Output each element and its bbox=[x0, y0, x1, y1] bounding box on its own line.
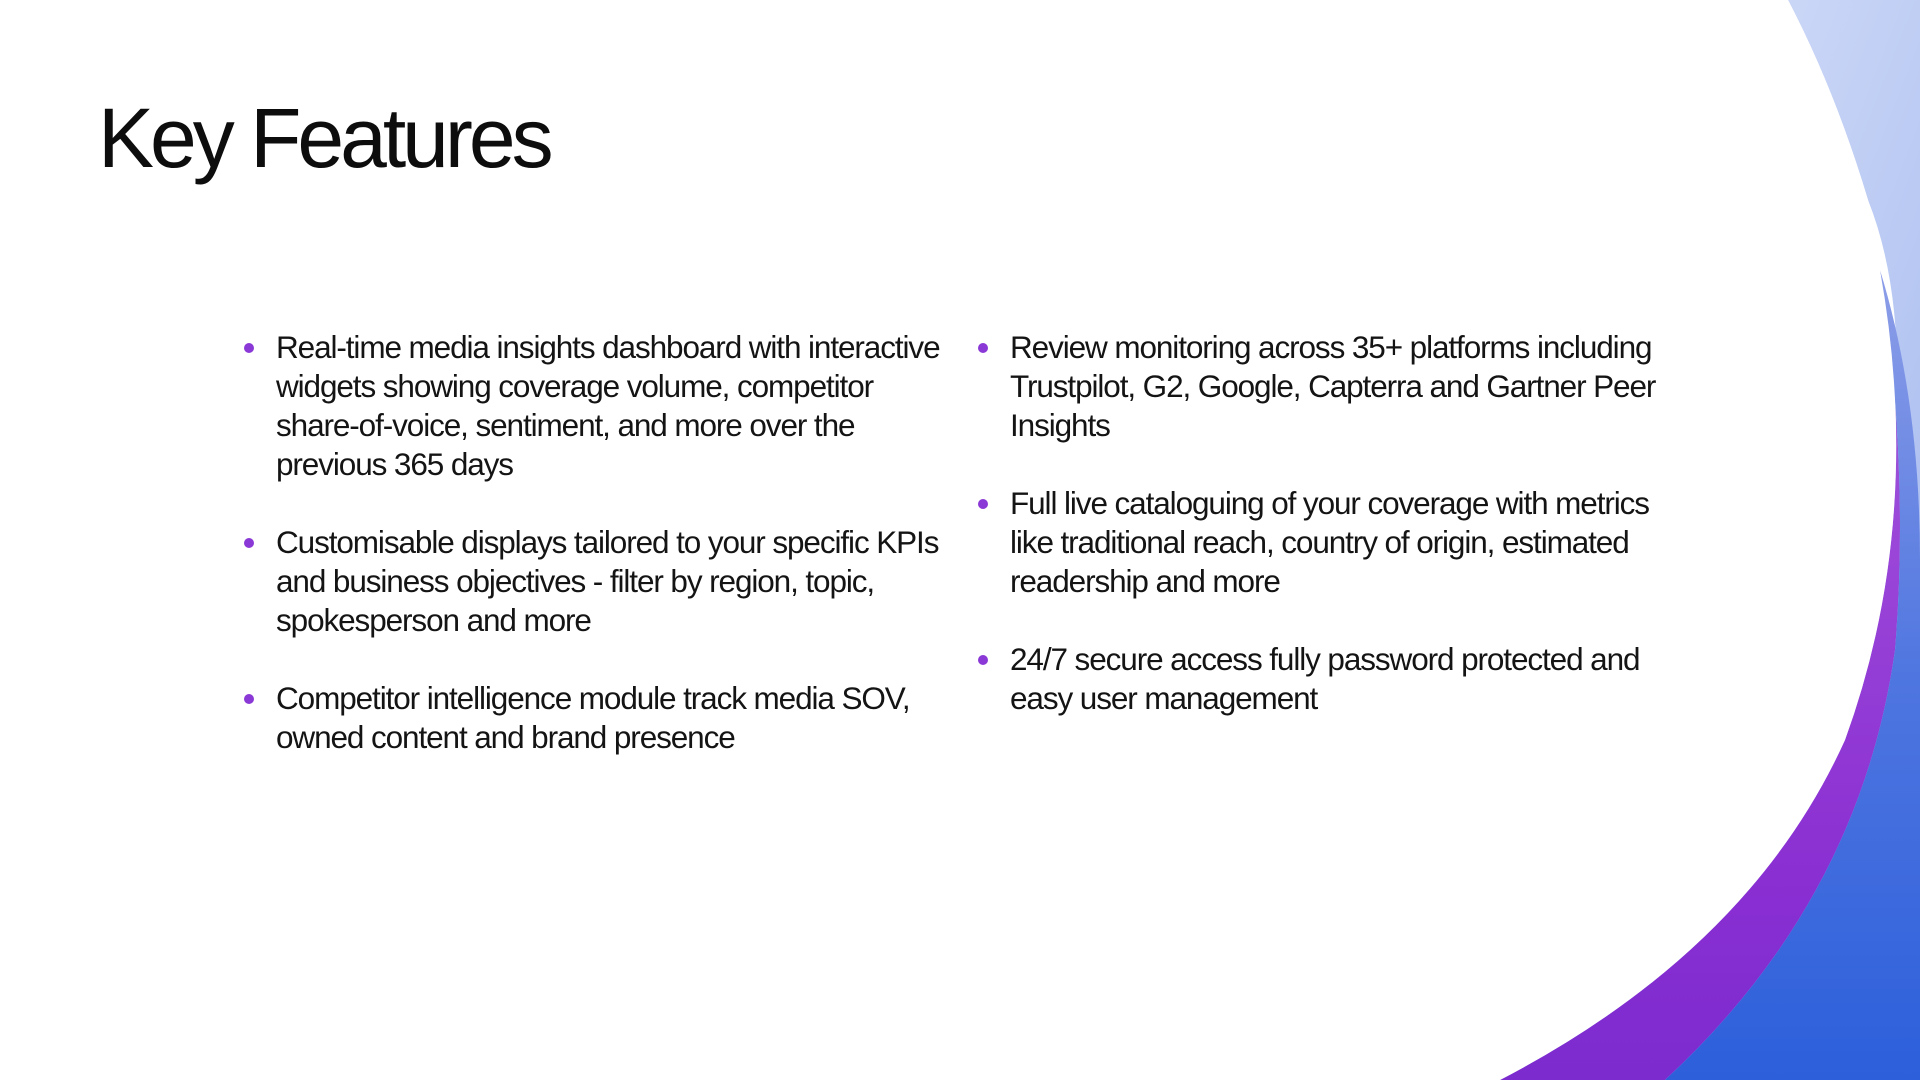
list-item bbox=[240, 679, 940, 757]
list-item-text: Competitor intelligence module track media SOV, owned content and brand presence bbox=[276, 680, 910, 755]
bullet-icon bbox=[244, 343, 254, 353]
bullet-icon bbox=[244, 538, 254, 548]
list-item-text: Full live cataloguing of your coverage with metrics like traditional reach, country of origin, estimated readership and more bbox=[1010, 485, 1649, 599]
bullet-icon bbox=[978, 499, 988, 509]
list-item-text: Customisable displays tailored to your specific KPIs and business objectives - filter by region, topic, spokesperson and more bbox=[276, 524, 939, 638]
list-item bbox=[240, 523, 940, 640]
list-item bbox=[974, 640, 1694, 718]
bullet-icon bbox=[244, 694, 254, 704]
list-item bbox=[974, 328, 1694, 445]
list-item bbox=[974, 484, 1694, 601]
list-item-text: 24/7 secure access fully password protected and easy user management bbox=[1010, 641, 1640, 716]
bullet-icon bbox=[978, 655, 988, 665]
bullet-icon bbox=[978, 343, 988, 353]
feature-list-left bbox=[240, 328, 940, 796]
list-item-text: Review monitoring across 35+ platforms including Trustpilot, G2, Google, Capterra and Gartner Peer Insights bbox=[1010, 329, 1656, 443]
page-title: Key Features bbox=[98, 91, 550, 185]
list-item-text: Real-time media insights dashboard with interactive widgets showing coverage volume, competitor share-of-voice, sentiment, and more over the previous 365 days bbox=[276, 329, 940, 482]
list-item bbox=[240, 328, 940, 484]
feature-list-right bbox=[974, 328, 1694, 757]
